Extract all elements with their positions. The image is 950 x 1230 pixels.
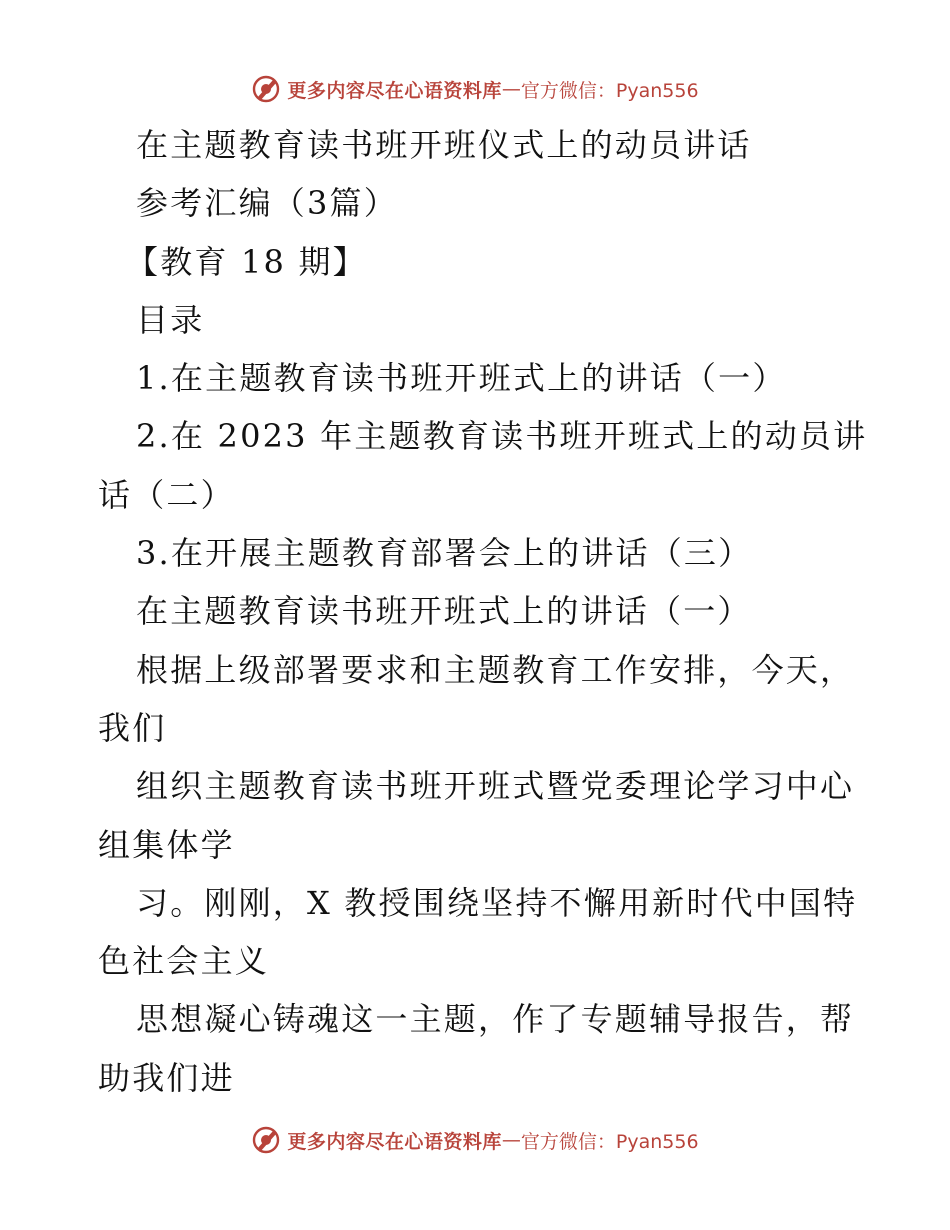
footer-watermark <box>0 1120 950 1160</box>
paragraph-line: 组织主题教育读书班开班式暨党委理论学习中心 <box>136 767 855 806</box>
toc-item: 2.在 2023 年主题教育读书班开班式上的动员讲 <box>136 417 868 456</box>
doc-title: 在主题教育读书班开班仪式上的动员讲话 <box>136 126 752 164</box>
document-body <box>98 116 868 1107</box>
banner-wechat: 官方微信：Pyan556 <box>520 1130 699 1153</box>
pen-logo-icon <box>251 74 281 104</box>
banner-separator: — <box>501 1129 521 1151</box>
pen-logo-icon <box>251 1125 281 1155</box>
toc-item: 3.在开展主题教育部署会上的讲话（三） <box>136 534 753 573</box>
paragraph-line: 根据上级部署要求和主题教育工作安排，今天， <box>136 650 855 689</box>
doc-subtitle: 参考汇编（3篇） <box>136 184 398 223</box>
doc-issue: 【教育 18 期】 <box>126 242 367 281</box>
toc-item: 1.在主题教育读书班开班式上的讲话（一） <box>136 359 787 398</box>
banner-brand: 更多内容尽在心语资料库 <box>287 79 502 102</box>
banner-wechat: 官方微信：Pyan556 <box>520 79 699 102</box>
paragraph-line: 色社会主义 <box>98 942 270 981</box>
paragraph-line: 思想凝心铸魂这一主题，作了专题辅导报告，帮 <box>136 1000 855 1039</box>
section-heading: 在主题教育读书班开班式上的讲话（一） <box>136 592 752 631</box>
header-watermark <box>0 69 950 109</box>
banner-separator: — <box>501 78 521 100</box>
paragraph-line: 助我们进 <box>98 1058 235 1097</box>
toc-item-continued: 话（二） <box>98 475 235 514</box>
paragraph-line: 我们 <box>98 708 167 747</box>
paragraph-line: 组集体学 <box>98 825 235 864</box>
paragraph-line: 习。刚刚，X 教授围绕坚持不懈用新时代中国特 <box>136 883 858 922</box>
banner-brand: 更多内容尽在心语资料库 <box>287 1130 502 1153</box>
toc-heading: 目录 <box>136 300 205 339</box>
